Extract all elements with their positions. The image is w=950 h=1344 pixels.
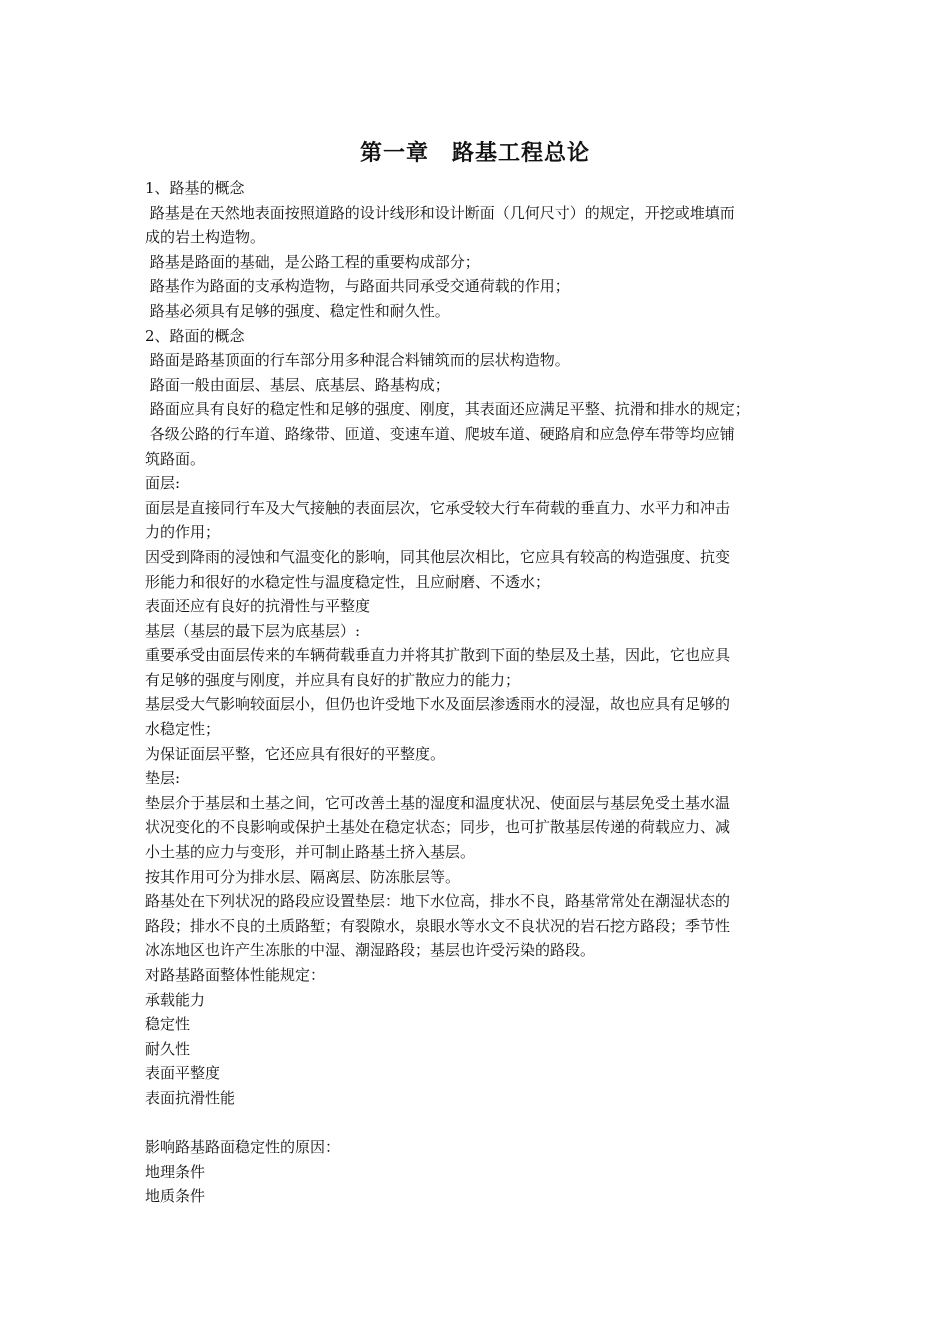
text-line: 影响路基路面稳定性的原因：: [145, 1138, 341, 1157]
text-line: 路面是路基顶面的行车部分用多种混合料铺筑而的层状构造物。: [145, 351, 570, 370]
text-line: 形能力和很好的水稳定性与温度稳定性，且应耐磨、不透水；: [145, 572, 551, 591]
text-line: 面层是直接同行车及大气接触的表面层次，它承受较大行车荷载的垂直力、水平力和冲击: [145, 498, 731, 517]
text-line: 2、路面的概念: [145, 326, 245, 345]
text-line: 为保证面层平整，它还应具有很好的平整度。: [145, 744, 446, 763]
text-line: 1、路基的概念: [145, 179, 245, 197]
text-line: 水稳定性；: [145, 720, 221, 739]
blank-line: [145, 1111, 810, 1136]
text-line: 面层:: [145, 474, 181, 493]
text-line: 状况变化的不良影响或保护土基处在稳定状态；同步，也可扩散基层传递的荷载应力、减: [145, 818, 731, 837]
text-line: 地理条件: [145, 1162, 206, 1181]
text-line: 力的作用；: [145, 523, 221, 542]
text-line: 小土基的应力与变形，并可制止路基土挤入基层。: [145, 843, 476, 862]
text-line: 耐久性: [145, 1039, 191, 1058]
text-line: 成的岩土构造物。: [145, 228, 266, 247]
text-line: 冰冻地区也许产生冻胀的中湿、潮湿路段；基层也许受污染的路段。: [145, 941, 596, 960]
text-line: 因受到降雨的浸蚀和气温变化的影响，同其他层次相比，它应具有较高的构造强度、抗变: [145, 547, 731, 566]
text-line: 承载能力: [145, 990, 206, 1009]
text-line: 表面还应有良好的抗滑性与平整度: [145, 597, 371, 616]
text-line: 路面应具有良好的稳定性和足够的强度、刚度，其表面还应满足平整、抗滑和排水的规定；: [145, 400, 750, 419]
text-line: 各级公路的行车道、路缘带、匝道、变速车道、爬坡车道、硬路肩和应急停车带等均应铺: [145, 424, 735, 443]
chapter-title: 第一章 路基工程总论: [359, 140, 590, 166]
text-line: 垫层介于基层和土基之间，它可改善土基的湿度和温度状况、使面层与基层免受土基水温: [145, 793, 731, 812]
text-line: 路基作为路面的支承构造物，与路面共同承受交通荷载的作用；: [145, 277, 570, 296]
text-line: 稳定性: [145, 1015, 191, 1034]
text-line: 路基是在天然地表面按照道路的设计线形和设计断面（几何尺寸）的规定，开挖或堆填而: [145, 203, 735, 222]
text-line: 路段；排水不良的土质路堑；有裂隙水，泉眼水等水文不良状况的岩石挖方路段；季节性: [145, 916, 731, 935]
text-line: 基层（基层的最下层为底基层）:: [145, 621, 361, 640]
text-line: 路基处在下列状况的路段应设置垫层：地下水位高，排水不良，路基常常处在潮湿状态的: [145, 892, 731, 911]
text-line: 表面抗滑性能: [145, 1088, 236, 1107]
text-line: 路面一般由面层、基层、底基层、路基构成；: [145, 375, 450, 394]
text-line: 表面平整度: [145, 1064, 221, 1083]
text-line: 对路基路面整体性能规定：: [145, 966, 326, 984]
text-line: 重要承受由面层传来的车辆荷载垂直力并将其扩散到下面的垫层及土基，因此，它也应具: [145, 646, 731, 665]
text-line: 有足够的强度与刚度，并应具有良好的扩散应力的能力；: [145, 670, 521, 689]
text-line: 基层受大气影响较面层小，但仍也许受地下水及面层渗透雨水的浸湿，故也应具有足够的: [145, 695, 731, 714]
text-line: 垫层:: [145, 769, 181, 788]
text-line: 路基是路面的基础，是公路工程的重要构成部分；: [145, 252, 480, 271]
text-line: 按其作用可分为排水层、隔离层、防冻胀层等。: [145, 867, 461, 886]
document-body: [145, 176, 810, 1209]
text-line: 筑路面。: [145, 449, 206, 468]
text-line: 路基必须具有足够的强度、稳定性和耐久性。: [145, 301, 450, 320]
text-line: 地质条件: [145, 1187, 206, 1206]
